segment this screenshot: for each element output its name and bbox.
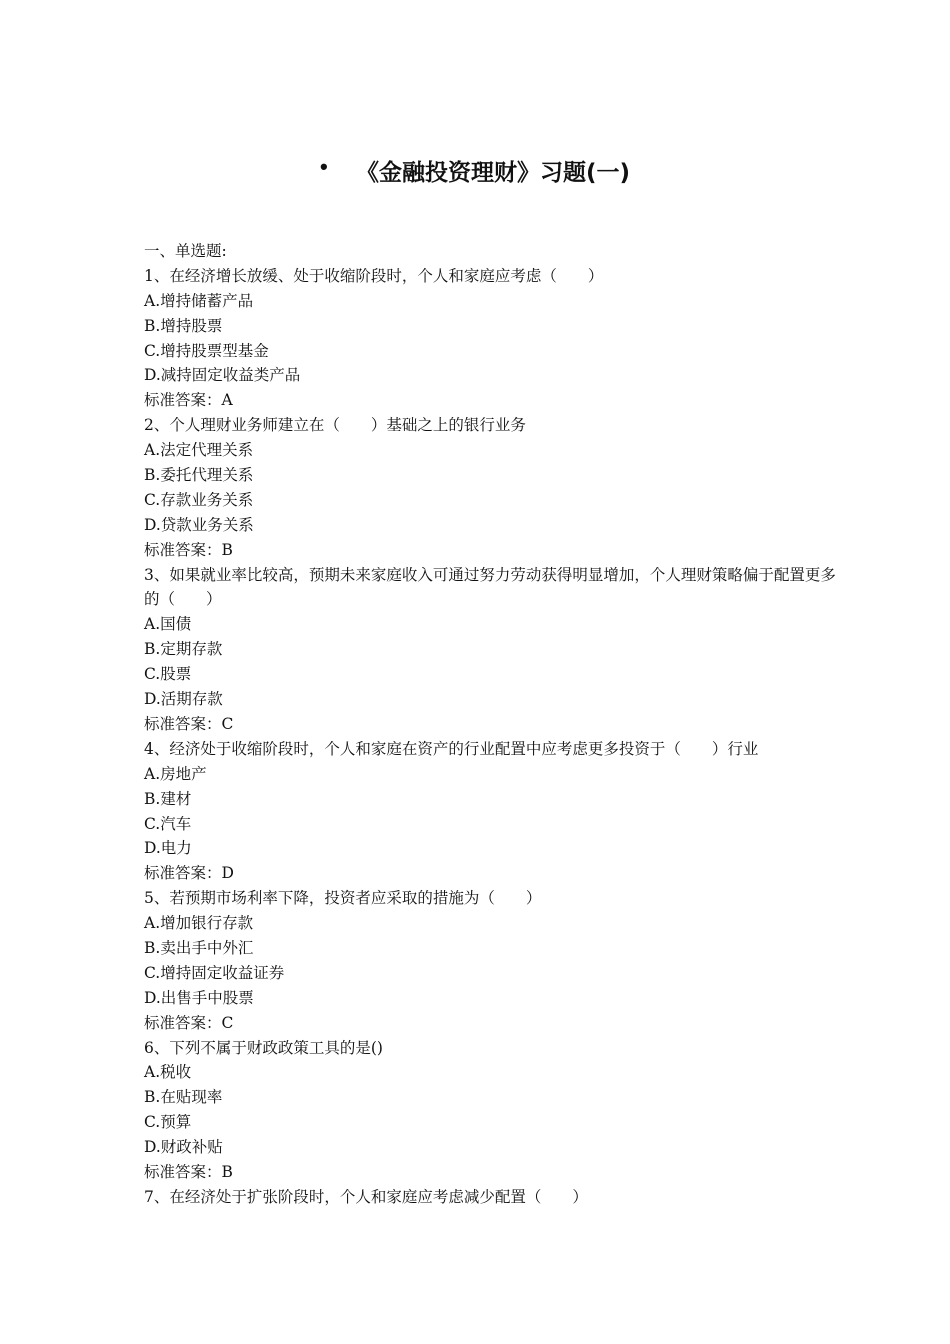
option-b: B.在贴现率 xyxy=(144,1088,223,1107)
question-list xyxy=(144,239,844,1210)
option-a: A.房地产 xyxy=(144,764,207,783)
standard-answer: 标准答案：D xyxy=(144,864,234,883)
title-row xyxy=(0,152,950,192)
option-a: A.增加银行存款 xyxy=(144,914,254,933)
option-c: C.增持股票型基金 xyxy=(144,341,269,360)
standard-answer: 标准答案：C xyxy=(144,714,234,733)
option-d: D.减持固定收益类产品 xyxy=(144,366,301,385)
option-a: A.增持储蓄产品 xyxy=(144,291,254,310)
option-c: C.股票 xyxy=(144,665,192,684)
title-bullet: • xyxy=(320,154,328,179)
standard-answer: 标准答案：C xyxy=(144,1013,234,1032)
section-heading: 一、单选题: xyxy=(144,242,227,260)
question-stem: 3、如果就业率比较高，预期未来家庭收入可通过努力劳动获得明显增加，个人理财策略偏于配置更多的（ ） xyxy=(144,565,836,609)
option-d: D.贷款业务关系 xyxy=(144,515,254,534)
option-c: C.增持固定收益证券 xyxy=(144,963,285,982)
question-stem: 7、在经济处于扩张阶段时，个人和家庭应考虑减少配置（ ） xyxy=(144,1187,588,1206)
option-b: B.卖出手中外汇 xyxy=(144,938,254,957)
document-title: 《金融投资理财》习题(一) xyxy=(356,160,631,186)
option-b: B.增持股票 xyxy=(144,316,223,335)
option-c: C.存款业务关系 xyxy=(144,490,254,509)
option-b: B.定期存款 xyxy=(144,640,223,659)
option-d: D.电力 xyxy=(144,839,192,858)
standard-answer: 标准答案：B xyxy=(144,540,233,559)
option-c: C.汽车 xyxy=(144,814,192,833)
option-d: D.出售手中股票 xyxy=(144,988,254,1007)
option-b: B.建材 xyxy=(144,789,192,808)
option-d: D.活期存款 xyxy=(144,690,223,709)
option-c: C.预算 xyxy=(144,1113,192,1132)
option-a: A.法定代理关系 xyxy=(144,441,254,460)
question-stem: 5、若预期市场利率下降，投资者应采取的措施为（ ） xyxy=(144,889,542,908)
standard-answer: 标准答案：A xyxy=(144,391,233,410)
option-b: B.委托代理关系 xyxy=(144,466,254,485)
question-stem: 2、个人理财业务师建立在（ ）基础之上的银行业务 xyxy=(144,416,526,435)
option-a: A.国债 xyxy=(144,615,192,634)
question-stem: 6、下列不属于财政政策工具的是() xyxy=(144,1038,383,1057)
standard-answer: 标准答案：B xyxy=(144,1162,233,1181)
question-stem: 1、在经济增长放缓、处于收缩阶段时，个人和家庭应考虑（ ） xyxy=(144,266,604,285)
question-stem: 4、经济处于收缩阶段时，个人和家庭在资产的行业配置中应考虑更多投资于（ ）行业 xyxy=(144,739,759,758)
option-a: A.税收 xyxy=(144,1063,192,1082)
option-d: D.财政补贴 xyxy=(144,1138,223,1157)
